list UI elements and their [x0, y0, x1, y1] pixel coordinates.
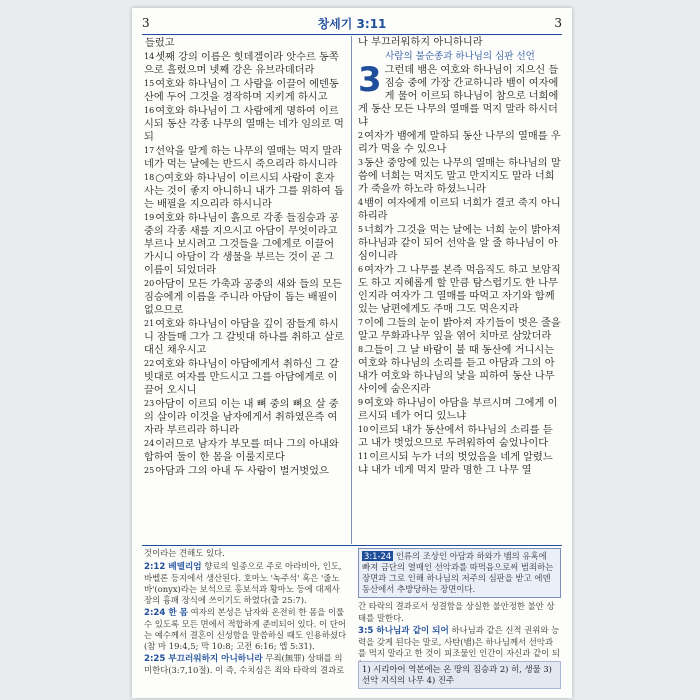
header-rule — [142, 34, 562, 35]
verse: 14셋째 강의 이름은 힛데겔이라 앗수르 동쪽으로 흘렀으며 넷째 강은 유브라데더라 — [144, 52, 339, 76]
study-notes-left — [144, 548, 347, 677]
verse: 11이르시되 누가 너의 벗었음을 네게 알렸느냐 내가 네게 먹지 말라 명한 그 나무 열 — [358, 452, 553, 476]
page-number-left: 3 — [142, 16, 150, 30]
study-note: 것이라는 견해도 있다. — [144, 548, 225, 558]
bible-page — [132, 8, 572, 698]
verse: 들렀고 — [145, 38, 175, 49]
study-notes-right — [358, 548, 561, 671]
verse: 5너희가 그것을 먹는 날에는 너희 눈이 밝아져 하나님과 같이 되어 선악을 알 줄 하나님이 아심이니라 — [358, 225, 561, 262]
left-column — [144, 36, 344, 478]
verse: 17선악을 알게 하는 나무의 열매는 먹지 말라 네가 먹는 날에는 반드시 죽으리라 하시니라 — [144, 146, 342, 170]
page-number-right: 3 — [554, 16, 562, 30]
verse: 18○여호와 하나님이 이르시되 사람이 혼자 사는 것이 좋지 아니하니 내가 그를 위하여 돕는 배필을 지으리라 하시니라 — [144, 173, 344, 210]
chapter-summary-box: 3:1-24 인류의 조상인 아담과 하와가 뱀의 유혹에 빠져 금단의 열매인 선악과를 따먹음으로써 범죄하는 장면과 그로 인해 하나님의 저주의 심판을 받고 에덴 동산에서 추방당하는 장면이다. — [358, 548, 561, 598]
verse: 19여호와 하나님이 흙으로 각종 들짐승과 공중의 각종 새를 지으시고 아담이 무엇이라고 부르나 보시려고 그것들을 그에게로 이끌어 가시니 아담이 각 생물을 부르는 것이 곧 그 이름이 되었더라 — [144, 213, 339, 276]
verse: 10이르되 내가 동산에서 하나님의 소리를 듣고 내가 벗었으므로 두려워하여 숨었나이다 — [358, 425, 553, 449]
verse: 2여자가 뱀에게 말하되 동산 나무의 열매를 우리가 먹을 수 있으나 — [358, 131, 561, 155]
verse: 4뱀이 여자에게 이르되 너희가 결코 죽지 아니하리라 — [358, 198, 561, 222]
verse: 23아담이 이르되 이는 내 뼈 중의 뼈요 살 중의 살이라 이것을 남자에게서 취하였은즉 여자라 부르리라 하니라 — [144, 399, 339, 436]
verse: 25아담과 그의 아내 두 사람이 벌거벗었으 — [144, 466, 329, 477]
verse-continuation: 나 부끄러워하지 아니하니라 — [358, 37, 483, 48]
verse: 24이러므로 남자가 부모를 떠나 그의 아내와 합하여 둘이 한 몸을 이룰지로다 — [144, 439, 339, 463]
chapter-reference: 창세기 3:11 — [317, 17, 387, 31]
verse: 22여호와 하나님이 아담에게서 취하신 그 갈빗대로 여자를 만드시고 그를 아담에게로 이끌어 오시니 — [144, 359, 339, 396]
verse: 9여호와 하나님이 아담을 부르시며 그에게 이르시되 네가 어디 있느냐 — [358, 398, 558, 422]
right-column — [358, 36, 562, 477]
verse: 15여호와 하나님이 그 사람을 이끌어 에덴동산에 두어 그것을 경작하며 지키게 하시고 — [144, 79, 339, 103]
chapter-number: 3 — [358, 60, 382, 100]
verse: 20아담이 모든 가축과 공중의 새와 들의 모든 짐승에게 이름을 주니라 아담이 돕는 배필이 없으므로 — [144, 279, 342, 316]
column-divider — [351, 36, 352, 544]
verse: 3동산 중앙에 있는 나무의 열매는 하나님의 말씀에 너희는 먹지도 말고 만지지도 말라 너희가 죽을까 하노라 하셨느니라 — [358, 158, 561, 195]
verse: 8그들이 그 날 바람이 불 때 동산에 거니시는 여호와 하나님의 소리를 듣고 아담과 그의 아내가 여호와 하나님의 낯을 피하여 동산 나무 사이에 숨은지라 — [358, 345, 555, 395]
study-note: 2:25 부끄러워하지 아니하니라 무죄(無罪) 상태를 의미한다(3:7,10절). 이 즉, 수치심은 죄와 타락의 결과로 — [144, 653, 345, 675]
page-header — [142, 14, 562, 34]
verse: 16여호와 하나님이 그 사람에게 명하여 이르시되 동산 각종 나무의 열매는 네가 임의로 먹되 — [144, 106, 344, 143]
summary-tag: 3:1-24 — [364, 551, 392, 561]
notes-rule — [142, 545, 562, 546]
study-note: 3:5 하나님과 같이 되어 하나님과 같은 신적 권위와 능력을 갖게 된다는 말로, 사탄(뱀)은 하나님께서 선악과를 먹지 말라고 한 것이 피조물인 인간이 자신과 같이 되 — [358, 625, 560, 658]
verse: 21여호와 하나님이 아담을 깊이 잠들게 하시니 잠들매 그가 그 갈빗대 하나를 취하고 살로 대신 채우시고 — [144, 319, 344, 356]
study-note: 간 타락의 결과로서 성결함을 상실한 불안정한 불안 상태를 말한다. — [358, 601, 555, 623]
footnote-box: 1) 시리아어 역본에는 온 땅의 짐승과 2) 히, 생물 3) 선악 지식의 나무 4) 진주 — [358, 661, 561, 689]
study-note: 2:24 한 몸 여자의 본성은 남자와 온전히 한 몸을 이룰 수 있도록 모든 면에서 적합하게 준비되어 있다. 이 단어는 예수께서 결혼이 신성함을 말씀하실 때도 인용하셨다(참 마 19:4,5; 막 10:8; 고전 6:16; 엡 5:31). — [144, 607, 347, 651]
verse: 3 그런데 뱀은 여호와 하나님이 지으신 들짐승 중에 가장 간교하니라 뱀이 여자에게 물어 이르되 하나님이 참으로 너희에게 동산 모든 나무의 열매를 먹지 말라 하시더냐 — [358, 60, 559, 128]
verse: 6여자가 그 나무를 본즉 먹음직도 하고 보암직도 하고 지혜롭게 할 만큼 탐스럽기도 한 나무인지라 여자가 그 열매를 따먹고 자기와 함께 있는 남편에게도 주매 그도 먹은지라 — [358, 265, 561, 315]
study-note: 2:12 베델리엄 향료의 일종으로 주로 아라비아, 인도, 바벨론 등지에서 생산된다. 호마노 '녹주석' 혹은 '줄노바'(onyx)라는 보석으로 홍보석과 황마노 등에 대제사장의 흉패 장식에 쓰이기도 하였다(출 25:7). — [144, 561, 342, 605]
section-title: 사람의 불순종과 하나님의 심판 선언 — [385, 51, 535, 62]
verse: 7이에 그들의 눈이 밝아져 자기들이 벗은 줄을 알고 무화과나무 잎을 엮어 치마로 삼았더라 — [358, 318, 561, 342]
